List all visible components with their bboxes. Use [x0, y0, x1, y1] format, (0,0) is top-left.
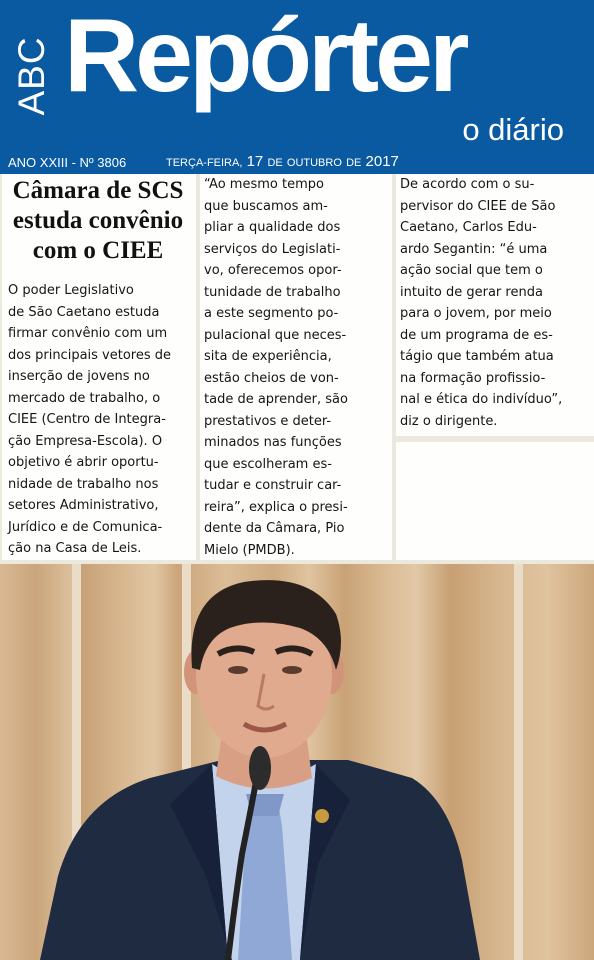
- microphone-head: [249, 746, 271, 790]
- eye-right: [282, 666, 302, 674]
- article-text-col2: “Ao mesmo tempo que buscamos am- pliar a qualidade dos serviços do Legislati- vo, oferecemos opor- tunidade de trabalho a este segmento po- pulacional que neces- sita de experiência, estão cheios de von- tade de aprender, são prestativos e deter- minados nas funções que escolheram es- tudar e construir car- reira”, explica o presi- dente da Câmara, Pio Mielo (PMDB).: [204, 177, 348, 558]
- speaker-illustration: [0, 564, 594, 960]
- date-month: OUTUBRO: [286, 157, 342, 169]
- issue-date: [166, 153, 399, 170]
- article-text-col1: O poder Legislativo de São Caetano estuda firmar convênio com um dos principais vetores de inserção de jovens no mercado de trabalho, o CIEE (Centro de Integra- ção Empresa-Escola). O objetivo é abrir oportu- nidade de trabalho nos setores Administrativo, Jurídico e de Comunica- ção na Casa de Leis.: [8, 283, 172, 556]
- date-de-2: DE: [346, 157, 362, 169]
- article-column-1: [2, 174, 196, 560]
- article: [0, 174, 594, 564]
- masthead: [0, 0, 594, 152]
- masthead-subtitle: o diário: [462, 112, 564, 147]
- edition-bar: [0, 152, 594, 174]
- masthead-abc: [11, 30, 52, 122]
- masthead-brand: Repórter: [64, 0, 466, 114]
- date-day: 17: [246, 153, 264, 170]
- article-column-3: [396, 174, 594, 436]
- eye-left: [228, 666, 248, 674]
- date-de: DE: [267, 157, 283, 169]
- article-headline: Câmara de SCS estuda convênio com o CIEE: [12, 177, 184, 264]
- speaker-photo: [0, 564, 594, 960]
- lapel-pin: [315, 809, 329, 823]
- abc-text: ABC: [11, 36, 52, 116]
- blank-panel: [396, 442, 594, 560]
- edition-number: ANO XXIII - Nº 3806: [8, 155, 127, 170]
- article-column-2: [200, 174, 392, 560]
- date-weekday: TERÇA-FEIRA,: [166, 157, 243, 169]
- date-year: 2017: [365, 153, 399, 170]
- article-text-col3: De acordo com o su- pervisor do CIEE de São Caetano, Carlos Edu- ardo Segantin: “é uma ação social que tem o intuito de gerar renda para o jovem, por meio de um programa de es- tágio que também atua na formação profissio- nal e ética do indivíduo”, diz o dirigente.: [400, 177, 563, 429]
